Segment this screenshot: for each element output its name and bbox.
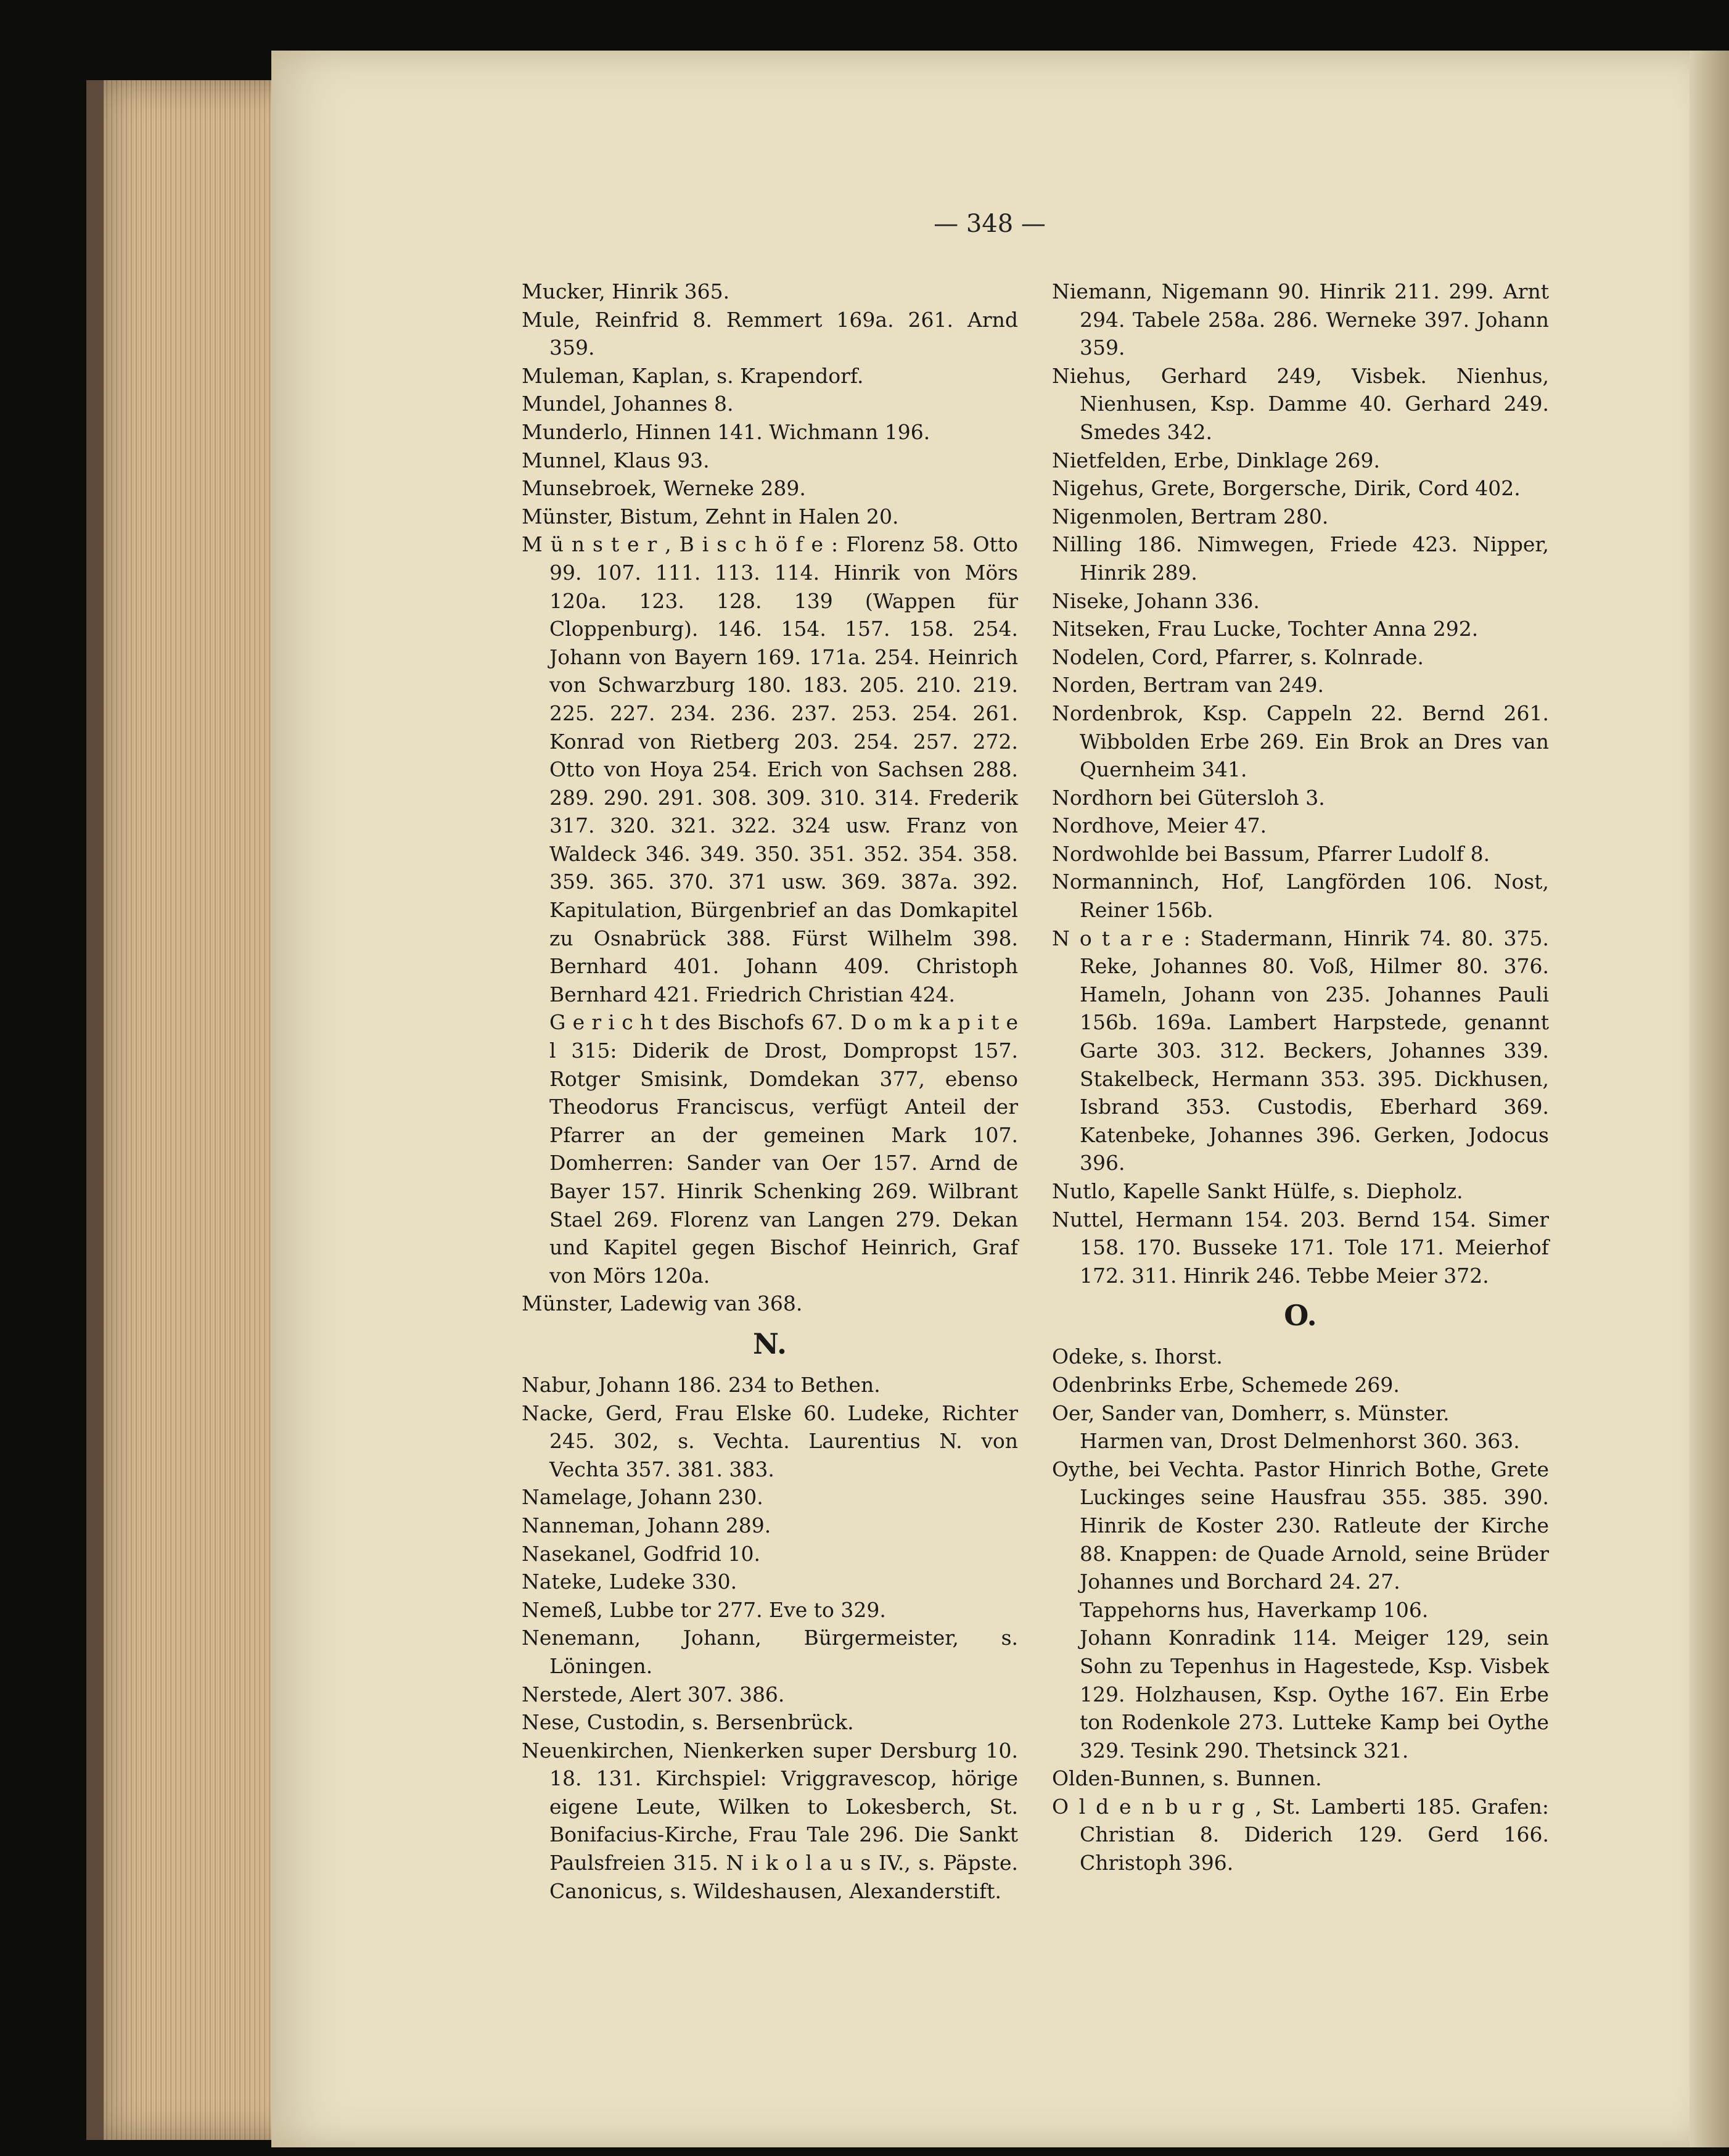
index-entry: O l d e n b u r g , St. Lamberti 185. Grafen: Christian 8. Diderich 129. Gerd 166. Christoph 396. [1052,1794,1549,1875]
index-subentry: Johann Konradink 114. Meiger 129, sein Sohn zu Tepenhus in Hagestede, Ksp. Visbek 129. Holzhausen, Ksp. Oythe 167. Ein Erbe ton Rodenkole 273. Lutteke Kamp bei Oythe 329. Tesink 290. Thetsinck 321. [1080,1626,1549,1763]
index-entry: Munnel, Klaus 93. [522,448,710,472]
index-entry: Normanninch, Hof, Langförden 106. Nost, Reiner 156b. [1052,870,1549,923]
index-entry: Odenbrinks Erbe, Schemede 269. [1052,1372,1400,1397]
index-subentry-gericht: G e r i c h t des Bischofs 67. D o m k a p i t e l 315: Diderik de Drost, Dompropst 157. Rotger Smisink, Domdekan 377, ebenso Theodorus Franciscus, verfügt Anteil der Pfarrer an der gemeinen Mark 107. Domherren: Sander van Oer 157. Arnd de Bayer 157. Hinrik Schenking 269. Wilbrant Stael 269. Florenz van Langen 279. Dekan und Kapitel gegen Bischof Heinrich, Graf von Mörs 120a. [549,1010,1018,1288]
index-entry: Nitseken, Frau Lucke, Tochter Anna 292. [1052,617,1479,641]
page-number: — 348 — [934,210,1046,238]
index-entry: Nemeß, Lubbe tor 277. Eve to 329. [522,1597,886,1622]
left-index-column [522,278,1018,1905]
index-entry: Nigenmolen, Bertram 280. [1052,504,1329,529]
index-entry: Niseke, Johann 336. [1052,588,1260,613]
index-entry: Nerstede, Alert 307. 386. [522,1682,785,1706]
index-entry: Nuttel, Hermann 154. 203. Bernd 154. Simer 158. 170. Busseke 171. Tole 171. Meierhof 172. 311. Hinrik 246. Tebbe Meier 372. [1052,1207,1549,1288]
index-entry: Nordhorn bei Gütersloh 3. [1052,785,1325,810]
index-entry: Norden, Bertram van 249. [1052,673,1324,697]
index-entry-notare: N o t a r e : Stadermann, Hinrik 74. 80. 375. Reke, Johannes 80. Voß, Hilmer 80. 376. Hameln, Johann von 235. Johannes Pauli 156b. 169a. Lambert Harpstede, genannt Garte 303. 312. Beckers, Johannes 339. Stakelbeck, Hermann 353. 395. Dickhusen, Isbrand 353. Custodis, Eberhard 369. Katenbeke, Johannes 396. Gerken, Jodocus 396. [1052,926,1549,1175]
index-entry: Münster, Ladewig van 368. [522,1291,803,1316]
index-entry: Mundel, Johannes 8. [522,392,734,416]
index-entry: Odeke, s. Ihorst. [1052,1344,1223,1369]
index-entry: Nenemann, Johann, Bürgermeister, s. Löningen. [522,1626,1018,1678]
index-entry: Nordenbrok, Ksp. Cappeln 22. Bernd 261. Wibbolden Erbe 269. Ein Brok an Dres van Quernheim 341. [1052,701,1549,782]
index-entry: Nordwohlde bei Bassum, Pfarrer Ludolf 8. [1052,841,1490,866]
index-entry: Nese, Custodin, s. Bersenbrück. [522,1710,854,1735]
index-entry: Olden-Bunnen, s. Bunnen. [1052,1766,1322,1791]
index-entry: Nodelen, Cord, Pfarrer, s. Kolnrade. [1052,644,1424,669]
index-entry: Munderlo, Hinnen 141. Wichmann 196. [522,419,930,444]
section-letter-n: N. [752,1327,787,1360]
index-entry: Munsebroek, Werneke 289. [522,476,806,501]
index-entry-muenster-bischoefe: M ü n s t e r , B i s c h ö f e : Florenz 58. Otto 99. 107. 111. 113. 114. Hinrik von Mörs 120a. 123. 128. 139 (Wappen für Cloppenburg). 146. 154. 157. 158. 254. Johann von Bayern 169. 171a. 254. Heinrich von Schwarzburg 180. 183. 205. 210. 219. 225. 227. 234. 236. 237. 253. 254. 261. Konrad von Rietberg 203. 254. 257. 272. Otto von Hoya 254. Erich von Sachsen 288. 289. 290. 291. 308. 309. 310. 314. Frederik 317. 320. 321. 322. 324 usw. Franz von Waldeck 346. 349. 350. 351. 352. 354. 358. 359. 365. 370. 371 usw. 369. 387a. 392. Kapitulation, Bürgenbrief an das Domkapitel zu Osnabrück 388. Fürst Wilhelm 398. Bernhard 401. Johann 409. Christoph Bernhard 421. Friedrich Christian 424. [522,532,1018,1006]
next-page-edge [1690,51,1729,2147]
index-entry: Nacke, Gerd, Frau Elske 60. Ludeke, Richter 245. 302, s. Vechta. Laurentius N. von Vechta 357. 381. 383. [522,1401,1018,1481]
index-entry: Oer, Sander van, Domherr, s. Münster. [1052,1401,1450,1425]
index-entry: Mucker, Hinrik 365. [522,279,730,303]
index-entry: Mule, Reinfrid 8. Remmert 169a. 261. Arnd 359. [522,307,1018,360]
index-entry: Nanneman, Johann 289. [522,1513,771,1537]
index-entry: Nutlo, Kapelle Sankt Hülfe, s. Diepholz. [1052,1179,1463,1203]
index-entry: Nabur, Johann 186. 234 to Bethen. [522,1372,881,1397]
section-letter-o: O. [1284,1299,1317,1333]
index-entry: Münster, Bistum, Zehnt in Halen 20. [522,504,899,529]
index-entry: Nordhove, Meier 47. [1052,813,1267,838]
index-entry: Neuenkirchen, Nienkerken super Dersburg 10. 18. 131. Kirchspiel: Vriggravescop, hörige eigene Leute, Wilken to Lokesberch, St. Bonifacius-Kirche, Frau Tale 296. Die Sankt Paulsfreien 315. N i k o l a u s IV., s. Päpste. Canonicus, s. Wildeshausen, Alexanderstift. [522,1738,1018,1903]
index-entry: Nateke, Ludeke 330. [522,1570,737,1594]
index-entry: Namelage, Johann 230. [522,1485,763,1510]
index-entry: Nasekanel, Godfrid 10. [522,1541,760,1566]
index-entry: Nigehus, Grete, Borgersche, Dirik, Cord 402. [1052,476,1521,501]
index-entry: Niemann, Nigemann 90. Hinrik 211. 299. Arnt 294. Tabele 258a. 286. Werneke 397. Johann 359. [1052,279,1549,360]
index-subentry: Harmen van, Drost Delmenhorst 360. 363. [1080,1429,1520,1454]
index-entry-oythe: Oythe, bei Vechta. Pastor Hinrich Bothe, Grete Luckinges seine Hausfrau 355. 385. 390. Hinrik de Koster 230. Ratleute der Kirche 88. Knappen: de Quade Arnold, seine Brüder Johannes und Borchard 24. 27. [1052,1457,1549,1594]
index-entry: Muleman, Kaplan, s. Krapendorf. [522,363,864,388]
index-entry: Nilling 186. Nimwegen, Friede 423. Nipper, Hinrik 289. [1052,532,1549,585]
index-entry: Nietfelden, Erbe, Dinklage 269. [1052,448,1381,472]
right-index-column [1052,278,1549,1877]
index-entry: Niehus, Gerhard 249, Visbek. Nienhus, Nienhusen, Ksp. Damme 40. Gerhard 249. Smedes 342. [1052,363,1549,444]
index-subentry: Tappehorns hus, Haverkamp 106. [1080,1597,1429,1622]
